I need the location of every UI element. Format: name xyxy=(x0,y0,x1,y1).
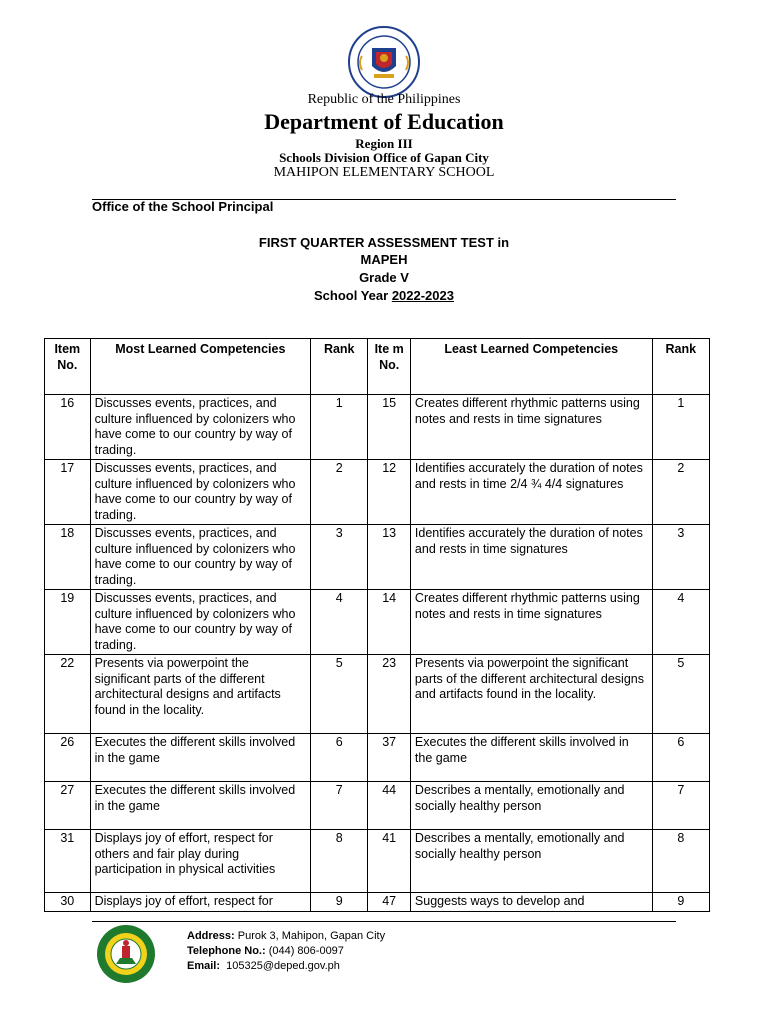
item-no-most: 26 xyxy=(45,734,91,782)
school-year-label: School Year xyxy=(314,288,392,303)
deped-seal-logo xyxy=(348,26,420,98)
least-learned-competency: Identifies accurately the duration of notes and rests in time 2/4 ¾ 4/4 signatures xyxy=(410,460,652,525)
rank-least: 4 xyxy=(652,590,709,655)
address-label: Address: xyxy=(187,930,235,942)
item-no-least: 15 xyxy=(368,395,411,460)
table-row xyxy=(45,525,710,590)
item-no-least: 13 xyxy=(368,525,411,590)
item-no-least: 14 xyxy=(368,590,411,655)
footer-divider xyxy=(92,921,676,922)
item-no-most: 22 xyxy=(45,655,91,734)
item-no-most: 19 xyxy=(45,590,91,655)
rank-least: 8 xyxy=(652,830,709,893)
least-learned-competency: Creates different rhythmic patterns using notes and rests in time signatures xyxy=(410,395,652,460)
competencies-table xyxy=(44,338,710,912)
least-learned-competency: Identifies accurately the duration of notes and rests in time signatures xyxy=(410,525,652,590)
school-year-value: 2022-2023 xyxy=(391,288,454,303)
office-label: Office of the School Principal xyxy=(92,199,274,214)
header-least-learned: Least Learned Competencies xyxy=(410,339,652,395)
rank-most: 1 xyxy=(311,395,368,460)
footer-email xyxy=(187,960,340,972)
item-no-least: 37 xyxy=(368,734,411,782)
table-row xyxy=(45,460,710,525)
rank-least: 2 xyxy=(652,460,709,525)
most-learned-competency: Presents via powerpoint the significant parts of the different architectural designs and artifacts found in the locality. xyxy=(90,655,310,734)
footer-address xyxy=(187,930,385,942)
rank-most: 5 xyxy=(311,655,368,734)
header-most-learned: Most Learned Competencies xyxy=(90,339,310,395)
region-heading: Region III xyxy=(355,136,413,151)
email-label: Email: xyxy=(187,960,221,972)
subject-title: MAPEH xyxy=(360,252,408,267)
item-no-most: 30 xyxy=(45,893,91,912)
rank-most: 8 xyxy=(311,830,368,893)
item-no-most: 16 xyxy=(45,395,91,460)
most-learned-competency: Executes the different skills involved in the game xyxy=(90,734,310,782)
item-no-least: 47 xyxy=(368,893,411,912)
rank-least: 3 xyxy=(652,525,709,590)
grade-title: Grade V xyxy=(359,270,409,285)
republic-heading: Republic of the Philippines xyxy=(307,92,461,107)
table-row xyxy=(45,590,710,655)
rank-least: 7 xyxy=(652,782,709,830)
most-learned-competency: Discusses events, practices, and culture influenced by colonizers who have come to our country by way of trading. xyxy=(90,395,310,460)
table-row xyxy=(45,830,710,893)
footer-telephone xyxy=(187,945,344,957)
least-learned-competency: Describes a mentally, emotionally and socially healthy person xyxy=(410,782,652,830)
header-item-no-least: Ite m No. xyxy=(368,339,411,395)
item-no-least: 44 xyxy=(368,782,411,830)
table-row xyxy=(45,782,710,830)
item-no-least: 41 xyxy=(368,830,411,893)
most-learned-competency: Displays joy of effort, respect for others and fair play during participation in physical activities xyxy=(90,830,310,893)
least-learned-competency: Describes a mentally, emotionally and socially healthy person xyxy=(410,830,652,893)
address-value: Purok 3, Mahipon, Gapan City xyxy=(234,930,386,942)
rank-least: 6 xyxy=(652,734,709,782)
division-heading: Schools Division Office of Gapan City xyxy=(279,150,489,165)
email-value: 105325@deped.gov.ph xyxy=(220,960,340,972)
item-no-most: 18 xyxy=(45,525,91,590)
most-learned-competency: Displays joy of effort, respect for xyxy=(90,893,310,912)
item-no-most: 27 xyxy=(45,782,91,830)
least-learned-competency: Presents via powerpoint the significant parts of the different architectural designs and artifacts found in the locality. xyxy=(410,655,652,734)
header-item-no-most: Item No. xyxy=(45,339,91,395)
school-heading: MAHIPON ELEMENTARY SCHOOL xyxy=(273,165,495,180)
header-rank-most: Rank xyxy=(311,339,368,395)
rank-most: 9 xyxy=(311,893,368,912)
most-learned-competency: Discusses events, practices, and culture influenced by colonizers who have come to our country by way of trading. xyxy=(90,460,310,525)
most-learned-competency: Executes the different skills involved in the game xyxy=(90,782,310,830)
rank-most: 6 xyxy=(311,734,368,782)
most-learned-competency: Discusses events, practices, and culture influenced by colonizers who have come to our country by way of trading. xyxy=(90,590,310,655)
telephone-value: (044) 806-0097 xyxy=(265,945,344,957)
table-row xyxy=(45,893,710,912)
table-row xyxy=(45,734,710,782)
table-row xyxy=(45,395,710,460)
rank-most: 2 xyxy=(311,460,368,525)
least-learned-competency: Executes the different skills involved in the game xyxy=(410,734,652,782)
table-header-row xyxy=(45,339,710,395)
rank-least: 9 xyxy=(652,893,709,912)
telephone-label: Telephone No.: xyxy=(187,945,266,957)
item-no-least: 23 xyxy=(368,655,411,734)
least-learned-competency: Creates different rhythmic patterns using notes and rests in time signatures xyxy=(410,590,652,655)
rank-most: 3 xyxy=(311,525,368,590)
rank-most: 4 xyxy=(311,590,368,655)
least-learned-competency: Suggests ways to develop and xyxy=(410,893,652,912)
item-no-least: 12 xyxy=(368,460,411,525)
table-row xyxy=(45,655,710,734)
rank-most: 7 xyxy=(311,782,368,830)
most-learned-competency: Discusses events, practices, and culture influenced by colonizers who have come to our country by way of trading. xyxy=(90,525,310,590)
item-no-most: 31 xyxy=(45,830,91,893)
rank-least: 1 xyxy=(652,395,709,460)
school-logo xyxy=(96,924,156,984)
department-heading: Department of Education xyxy=(264,109,504,134)
item-no-most: 17 xyxy=(45,460,91,525)
test-title: FIRST QUARTER ASSESSMENT TEST in xyxy=(258,235,510,250)
header-rank-least: Rank xyxy=(652,339,709,395)
school-year-title xyxy=(0,288,768,303)
rank-least: 5 xyxy=(652,655,709,734)
